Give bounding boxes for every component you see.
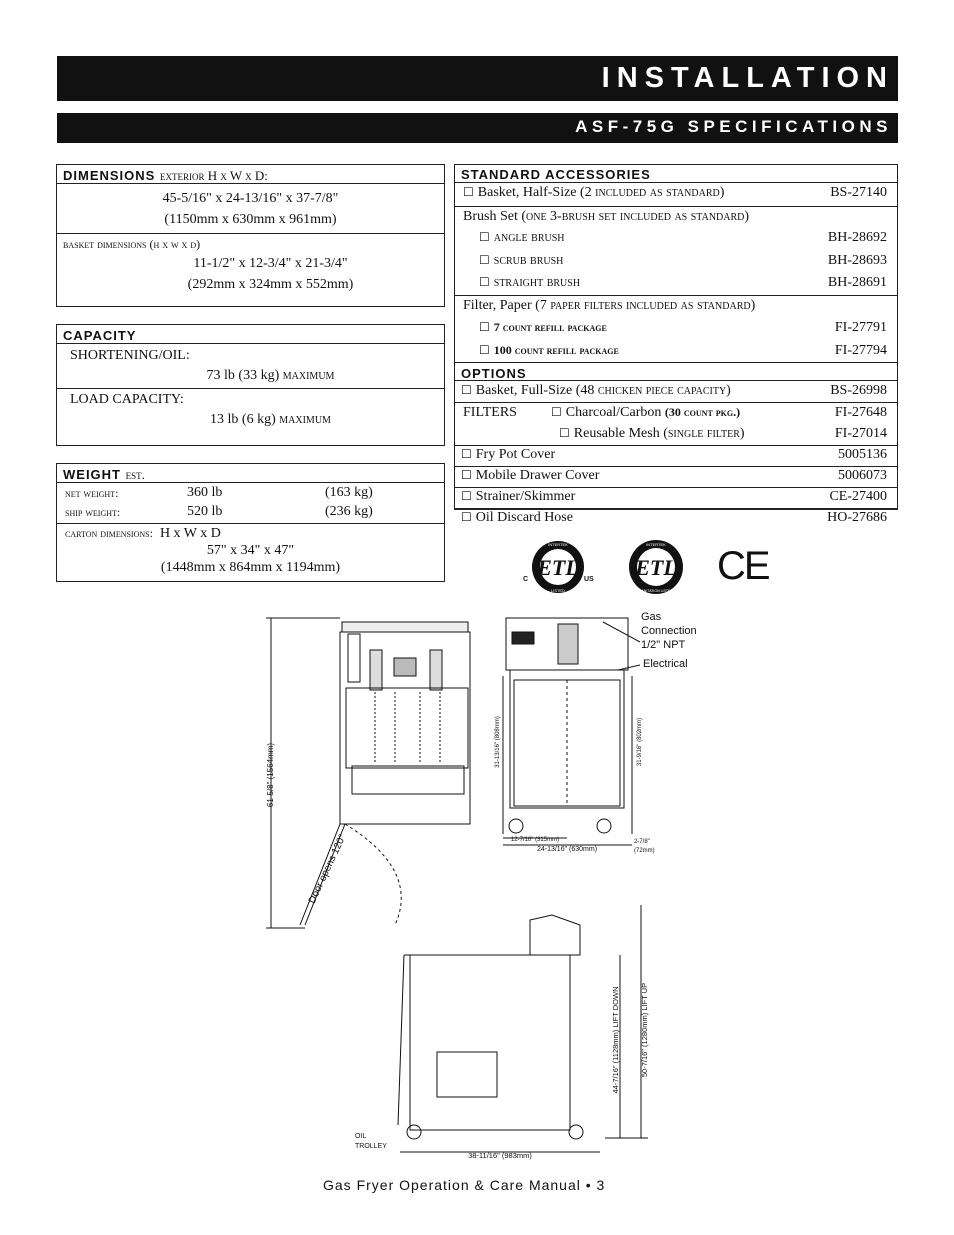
- opt-fry-pot: ☐ Fry Pot Cover 5005136: [461, 447, 887, 462]
- shortening-label: SHORTENING/OIL:: [70, 348, 190, 363]
- acc-refill-7: ☐ 7 count refill package FI-27791: [479, 320, 887, 335]
- acc-filter-paper: Filter, Paper (7 paper filters included as standard): [463, 298, 756, 313]
- opt-charcoal: FILTERS ☐ Charcoal/Carbon (30 count pkg.) FI-27648: [463, 405, 887, 420]
- accessories-header: STANDARD ACCESSORIES: [455, 165, 897, 183]
- exterior-in: 45-5/16" x 24-13/16" x 37-7/8": [162, 191, 339, 206]
- svg-text:ETL: ETL: [635, 555, 677, 580]
- acc-refill-100: ☐ 100 count refill package FI-27794: [479, 343, 887, 358]
- svg-text:ETL: ETL: [537, 555, 579, 580]
- acc-scrub-brush: ☐ scrub brush BH-28693: [479, 253, 887, 268]
- acc-basket-half: ☐ Basket, Half-Size (2 included as standard) BS-27140: [463, 185, 887, 200]
- page-title: INSTALLATION: [57, 56, 898, 101]
- offset-label-1: 2-7/8": [634, 839, 650, 845]
- depth-label: 38-11/16" (983mm): [468, 1151, 532, 1160]
- capacity-box: [56, 324, 445, 446]
- lift-down-label: 44-7/16" (1128mm) LIFT DOWN: [611, 986, 620, 1094]
- dimensions-header: DIMENSIONS exterior H x W x D:: [57, 165, 444, 184]
- etl-listed-mark: [518, 537, 598, 597]
- oil-trolley-label-2: TROLLEY: [355, 1143, 387, 1150]
- offset-label-2: (72mm): [634, 848, 655, 854]
- acc-straight-brush: ☐ straight brush BH-28691: [479, 275, 887, 290]
- cert-us: US: [584, 576, 594, 583]
- carton-label: carton dimensions: H x W x D: [65, 526, 221, 541]
- gas-label-2: Connection: [641, 625, 697, 637]
- load-label: LOAD CAPACITY:: [70, 392, 184, 407]
- technical-drawing: [0, 600, 954, 1170]
- etl1-top: INTERTEK: [548, 542, 568, 547]
- basket-dimensions-label: basket dimensions (h x w x d): [63, 237, 201, 251]
- carton-in: 57" x 34" x 47": [206, 543, 295, 558]
- gas-label-1: Gas: [641, 611, 662, 623]
- door-label: Door opens 120°: [306, 832, 349, 906]
- weight-box: [56, 463, 445, 582]
- acc-brush-set: Brush Set (one 3-brush set included as standard): [463, 209, 750, 224]
- carton-mm: (1448mm x 864mm x 1194mm): [160, 560, 341, 575]
- net-weight-row: net weight: 360 lb (163 kg): [65, 485, 373, 500]
- electrical-label: Electrical: [643, 658, 688, 670]
- options-header: OPTIONS: [455, 362, 897, 381]
- oil-trolley-label-1: OIL: [355, 1133, 367, 1140]
- shortening-value: 73 lb (33 kg) maximum: [206, 368, 335, 383]
- etl2-bottom: SANITATION LISTED: [639, 589, 673, 593]
- section-title: ASF-75G SPECIFICATIONS: [57, 113, 898, 143]
- h-right-label: 31-9/16" (802mm): [637, 717, 643, 767]
- load-value: 13 lb (6 kg) maximum: [210, 412, 331, 427]
- gas-label-3: 1/2" NPT: [641, 639, 686, 651]
- opt-strainer: ☐ Strainer/Skimmer CE-27400: [461, 489, 887, 504]
- lift-up-label: 50-7/16" (1280mm) LIFT UP: [640, 982, 649, 1078]
- opt-mesh: ☐ Reusable Mesh (single filter) FI-27014: [559, 426, 887, 441]
- footer: Gas Fryer Operation & Care Manual • 3: [323, 1177, 606, 1193]
- opt-hose: ☐ Oil Discard Hose HO-27686: [461, 510, 887, 525]
- ce-mark: CE: [717, 544, 769, 588]
- etl2-top: INTERTEK: [646, 542, 666, 547]
- basket-in: 11-1/2" x 12-3/4" x 21-3/4": [193, 256, 348, 271]
- capacity-header: CAPACITY: [57, 325, 444, 344]
- opt-basket-full: ☐ Basket, Full-Size (48 chicken piece capacity) BS-26998: [461, 383, 887, 398]
- w-total-label: 24-13/16" (630mm): [536, 846, 598, 853]
- weight-header: WEIGHT est.: [57, 464, 444, 483]
- basket-mm: (292mm x 324mm x 552mm): [187, 277, 354, 292]
- exterior-mm: (1150mm x 630mm x 961mm): [164, 212, 337, 227]
- w-inner-label: 12-7/16" (315mm): [510, 837, 560, 843]
- height-label: 61-5/8" (1564mm): [266, 742, 275, 808]
- h-left-label: 31-13/16" (808mm): [495, 716, 501, 768]
- dimensions-box: [56, 164, 445, 307]
- ship-weight-row: ship weight: 520 lb (236 kg): [65, 504, 373, 519]
- etl1-bottom: LISTED: [550, 588, 566, 593]
- accessories-box: [454, 164, 898, 525]
- acc-angle-brush: ☐ angle brush BH-28692: [479, 230, 887, 245]
- cert-c: C: [523, 576, 529, 583]
- opt-drawer: ☐ Mobile Drawer Cover 5006073: [461, 468, 887, 483]
- etl-sanitation-mark: [626, 537, 686, 597]
